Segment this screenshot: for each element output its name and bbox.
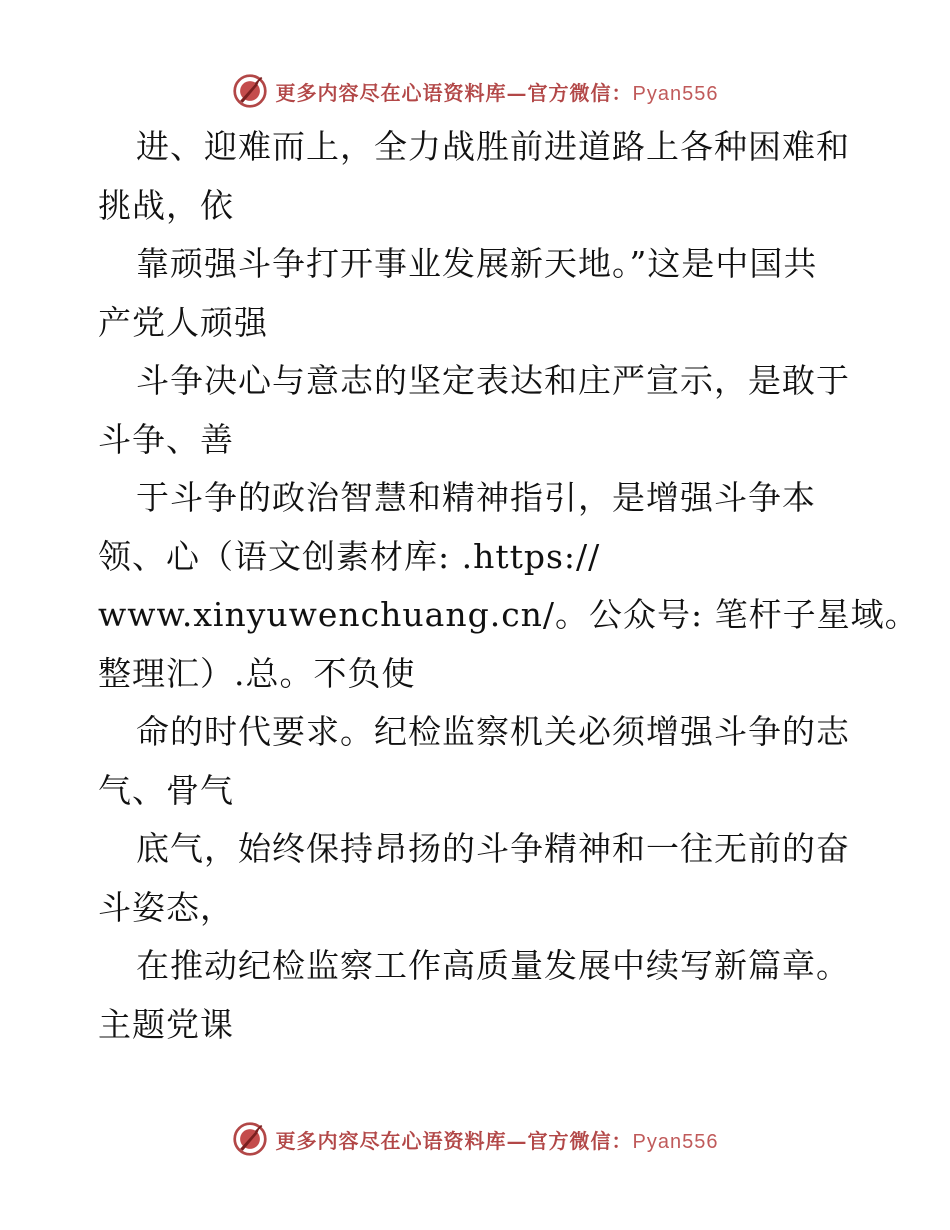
- text-line: 底气，始终保持昂扬的斗争精神和一往无前的奋: [136, 829, 850, 868]
- banner-text: [276, 1125, 719, 1154]
- text-line: 斗争决心与意志的坚定表达和庄严宣示，是敢于: [136, 361, 850, 400]
- text-line: 主题党课: [98, 1004, 234, 1044]
- text-line: 斗争、善: [98, 419, 234, 459]
- text-line: www.xinyuwenchuang.cn/。公众号: 笔杆子星域。: [98, 595, 919, 634]
- text-line: 领、心（语文创素材库: .https://: [98, 536, 601, 576]
- text-line: 进、迎难而上，全力战胜前进道路上各种困难和: [136, 127, 850, 166]
- text-line: 气、骨气: [98, 770, 234, 810]
- text-line: 命的时代要求。纪检监察机关必须增强斗争的志: [136, 712, 850, 751]
- text-line: 在推动纪检监察工作高质量发展中续写新篇章。: [136, 946, 850, 985]
- quill-pen-logo-icon: [232, 1121, 268, 1157]
- text-line: 挑战，依: [98, 185, 234, 225]
- banner-wechat-id: Pyan556: [632, 1130, 719, 1153]
- footer-banner: [0, 1117, 950, 1161]
- banner-slogan: 更多内容尽在心语资料库—官方微信：: [275, 80, 633, 105]
- text-line: 靠顽强斗争打开事业发展新天地。”这是中国共: [136, 244, 818, 283]
- text-line: 斗姿态，: [98, 887, 234, 927]
- text-line: 整理汇）.总。不负使: [98, 653, 416, 693]
- header-banner: [0, 69, 950, 113]
- quill-pen-logo-icon: [232, 73, 268, 109]
- banner-slogan: 更多内容尽在心语资料库—官方微信：: [275, 1128, 633, 1153]
- text-line: 于斗争的政治智慧和精神指引，是增强斗争本: [136, 478, 816, 517]
- banner-wechat-id: Pyan556: [632, 82, 719, 105]
- document-body: [98, 118, 919, 1054]
- text-line: 产党人顽强: [98, 302, 268, 342]
- banner-text: [276, 77, 719, 106]
